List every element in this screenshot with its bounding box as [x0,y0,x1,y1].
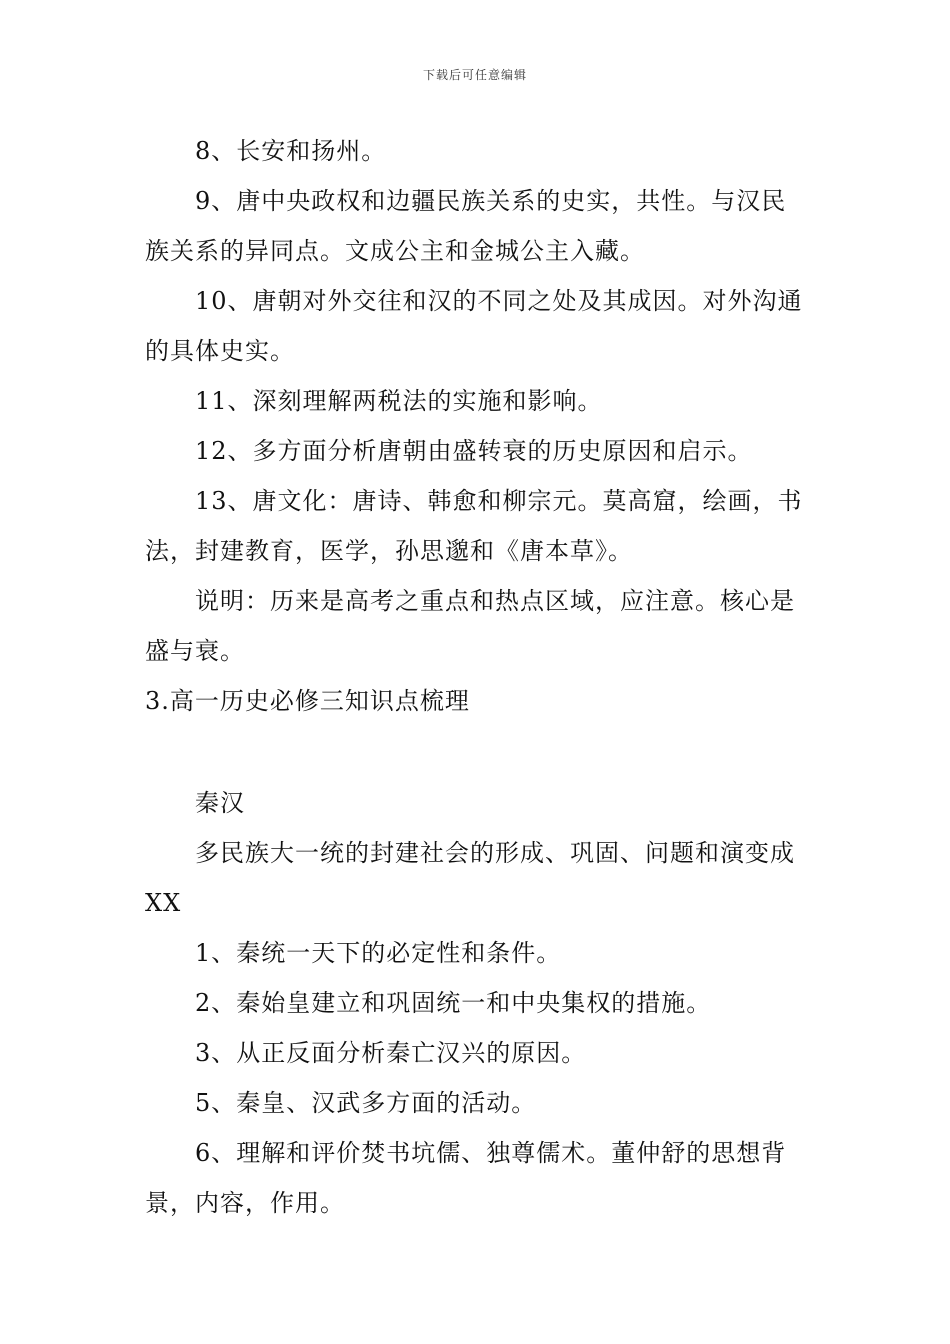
section-item-2: 2、秦始皇建立和巩固统一和中央集权的措施。 [195,989,712,1017]
paragraph-item-12: 12、多方面分析唐朝由盛转衰的历史原因和启示。 [195,437,753,465]
paragraph-item-8: 8、长安和扬州。 [195,137,387,165]
paragraph-item-10: 10、唐朝对外交往和汉的不同之处及其成因。对外沟通的具体史实。 [145,287,803,365]
section-item-6: 6、理解和评价焚书坑儒、独尊儒术。董仲舒的思想背景，内容，作用。 [145,1139,787,1217]
paragraph-item-13: 13、唐文化：唐诗、韩愈和柳宗元。莫高窟，绘画，书法，封建教育，医学，孙思邈和《唐本草》。 [145,487,803,565]
paragraph-note: 说明：历来是高考之重点和热点区域，应注意。核心是盛与衰。 [145,587,795,665]
section-heading: 3.高一历史必修三知识点梳理 [145,687,470,715]
section-subheading: 秦汉 [195,789,245,817]
document-body [145,126,805,1228]
section-item-1: 1、秦统一天下的必定性和条件。 [195,939,562,967]
section-spacer [145,726,805,778]
paragraph-item-11: 11、深刻理解两税法的实施和影响。 [195,387,603,415]
section-intro: 多民族大一统的封建社会的形成、巩固、问题和演变成XX [145,839,795,917]
page-header: 下载后可任意编辑 [422,68,527,82]
section-item-5: 5、秦皇、汉武多方面的活动。 [195,1089,537,1117]
paragraph-item-9: 9、唐中央政权和边疆民族关系的史实，共性。与汉民族关系的异同点。文成公主和金城公主入藏。 [145,187,787,265]
section-item-3: 3、从正反面分析秦亡汉兴的原因。 [195,1039,587,1067]
